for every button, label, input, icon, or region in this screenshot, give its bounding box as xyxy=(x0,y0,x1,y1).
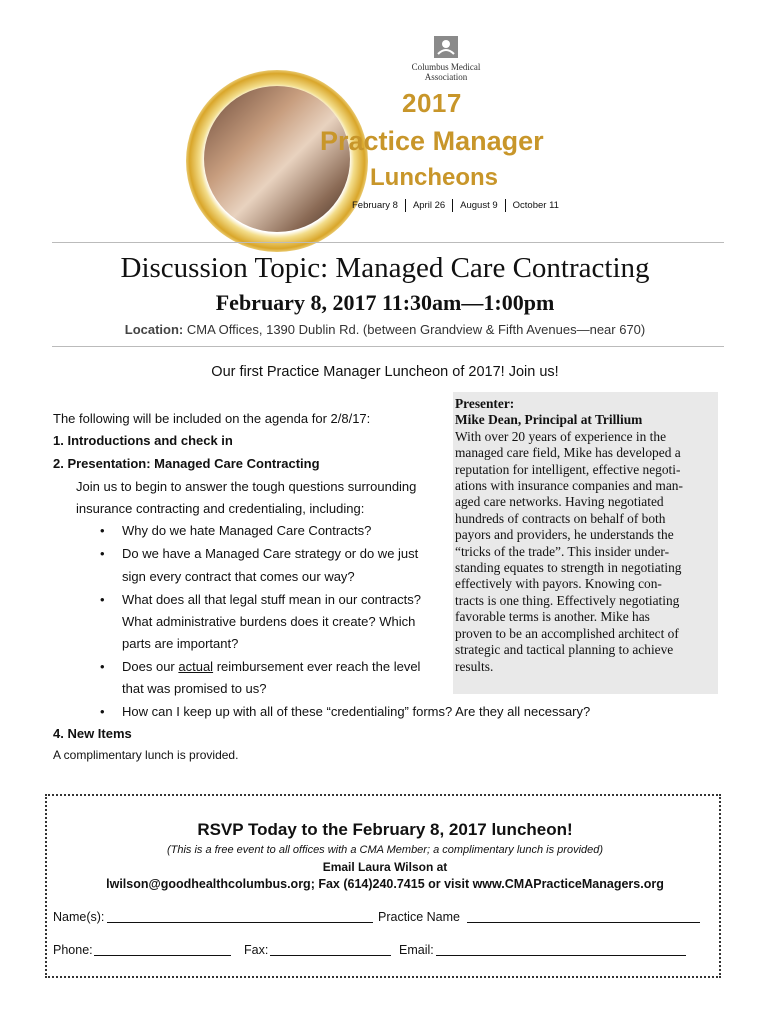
presenter-bio: With over 20 years of experience in the xyxy=(455,428,667,444)
presenter-bio: ations with insurance companies and man- xyxy=(455,478,683,494)
header-series-line1: Practice Manager xyxy=(320,126,544,156)
luncheon-dates xyxy=(345,200,566,212)
agenda-bullet: Why do we hate Managed Care Contracts? xyxy=(122,523,372,538)
presenter-bio: proven to be an accomplished architect of xyxy=(455,625,679,641)
presenter-box xyxy=(453,392,718,694)
presenter-heading: Presenter: xyxy=(455,396,515,411)
rsvp-contact-line[interactable]: lwilson@goodhealthcolumbus.org; Fax (614)240.7415 or visit www.CMAPracticeManagers.org xyxy=(106,877,664,891)
agenda-lead: The following will be included on the agenda for 2/8/17: xyxy=(53,411,371,426)
agenda-bullet: Do we have a Managed Care strategy or do we just xyxy=(122,546,419,561)
agenda-bullet-cont: What administrative burdens does it create? Which xyxy=(122,614,416,629)
name-label: Name(s): xyxy=(53,910,105,924)
org-name: Columbus Medical Association xyxy=(411,62,481,82)
email-field[interactable] xyxy=(436,943,686,956)
presenter-bio: tracts is one thing. Effectively negotiating xyxy=(455,592,680,608)
email-label: Email: xyxy=(399,943,434,957)
bullet-icon: • xyxy=(100,704,105,719)
name-field[interactable] xyxy=(107,910,373,923)
date-item: April 26 xyxy=(412,200,446,211)
date-item: August 9 xyxy=(460,200,498,211)
agenda-bullet-cont: that was promised to us? xyxy=(122,681,267,696)
event-intro: Our first Practice Manager Luncheon of 2017! Join us! xyxy=(211,364,559,380)
practice-name-field[interactable] xyxy=(467,910,700,923)
agenda-bullet-cont: sign every contract that comes our way? xyxy=(122,569,355,584)
discussion-topic: Discussion Topic: Managed Care Contracting xyxy=(120,252,650,284)
agenda-bullet xyxy=(122,656,420,679)
rsvp-title: RSVP Today to the February 8, 2017 luncheon! xyxy=(197,820,573,839)
bullet-icon: • xyxy=(100,592,105,607)
header-series-line2: Luncheons xyxy=(370,164,499,191)
header-photo xyxy=(204,86,350,232)
presenter-bio: reputation for intelligent, effective negoti- xyxy=(455,461,681,477)
location-text: CMA Offices, 1390 Dublin Rd. (between Grandview & Fifth Avenues—near 670) xyxy=(183,322,646,337)
bullet-text: Does our xyxy=(122,659,179,674)
fax-label: Fax: xyxy=(244,943,269,957)
presenter-bio: “tricks of the trade”. This insider under- xyxy=(455,543,670,559)
presenter-name: Mike Dean, Principal at Trillium xyxy=(455,412,643,428)
event-location xyxy=(0,322,770,337)
rsvp-email-line: Email Laura Wilson at xyxy=(322,860,448,874)
presenter-bio: favorable terms is another. Mike has xyxy=(455,609,650,625)
presenter-bio: managed care field, Mike has developed a xyxy=(455,445,681,461)
lunch-note: A complimentary lunch is provided. xyxy=(53,748,239,762)
date-item: February 8 xyxy=(352,200,398,211)
phone-label: Phone: xyxy=(53,943,93,957)
cma-logo-icon xyxy=(434,36,458,58)
phone-field[interactable] xyxy=(94,943,231,956)
agenda-desc-line: Join us to begin to answer the tough questions surrounding xyxy=(76,479,417,494)
mid-divider xyxy=(52,346,724,347)
agenda-desc-line: insurance contracting and credentialing, including: xyxy=(76,501,365,516)
presenter-bio: hundreds of contracts on behalf of both xyxy=(455,510,666,526)
agenda-item-2: 2. Presentation: Managed Care Contracting xyxy=(53,456,320,471)
agenda-bullet: How can I keep up with all of these “credentialing” forms? Are they all necessary? xyxy=(122,704,591,719)
bullet-text: reimbursement ever reach the level xyxy=(213,659,421,674)
bullet-icon: • xyxy=(100,659,105,674)
fax-field[interactable] xyxy=(270,943,391,956)
bullet-icon: • xyxy=(100,546,105,561)
agenda-item-1: 1. Introductions and check in xyxy=(53,433,233,448)
bullet-emphasis: actual xyxy=(178,659,214,674)
rsvp-subtitle: (This is a free event to all offices with a CMA Member; a complimentary lunch is provided) xyxy=(166,844,604,856)
event-datetime: February 8, 2017 11:30am—1:00pm xyxy=(215,290,555,315)
presenter-bio: effectively with payors. Knowing con- xyxy=(455,576,662,592)
presenter-bio: strategic and tactical planning to achieve xyxy=(455,642,674,658)
agenda-bullet: What does all that legal stuff mean in our contracts? xyxy=(122,592,421,607)
header-year: 2017 xyxy=(402,88,462,118)
location-label: Location: xyxy=(124,322,184,337)
agenda-item-4: 4. New Items xyxy=(53,726,132,741)
top-divider xyxy=(52,242,724,243)
agenda-bullet-cont: parts are important? xyxy=(122,636,239,651)
date-item: October 11 xyxy=(512,200,559,211)
presenter-bio: results. xyxy=(455,658,494,674)
bullet-icon: • xyxy=(100,523,105,538)
presenter-bio: aged care networks. Having negotiated xyxy=(455,494,664,510)
presenter-bio: standing equates to strength in negotiating xyxy=(455,560,682,576)
practice-label: Practice Name xyxy=(378,910,460,924)
presenter-bio: payors and providers, he understands the xyxy=(455,527,674,543)
